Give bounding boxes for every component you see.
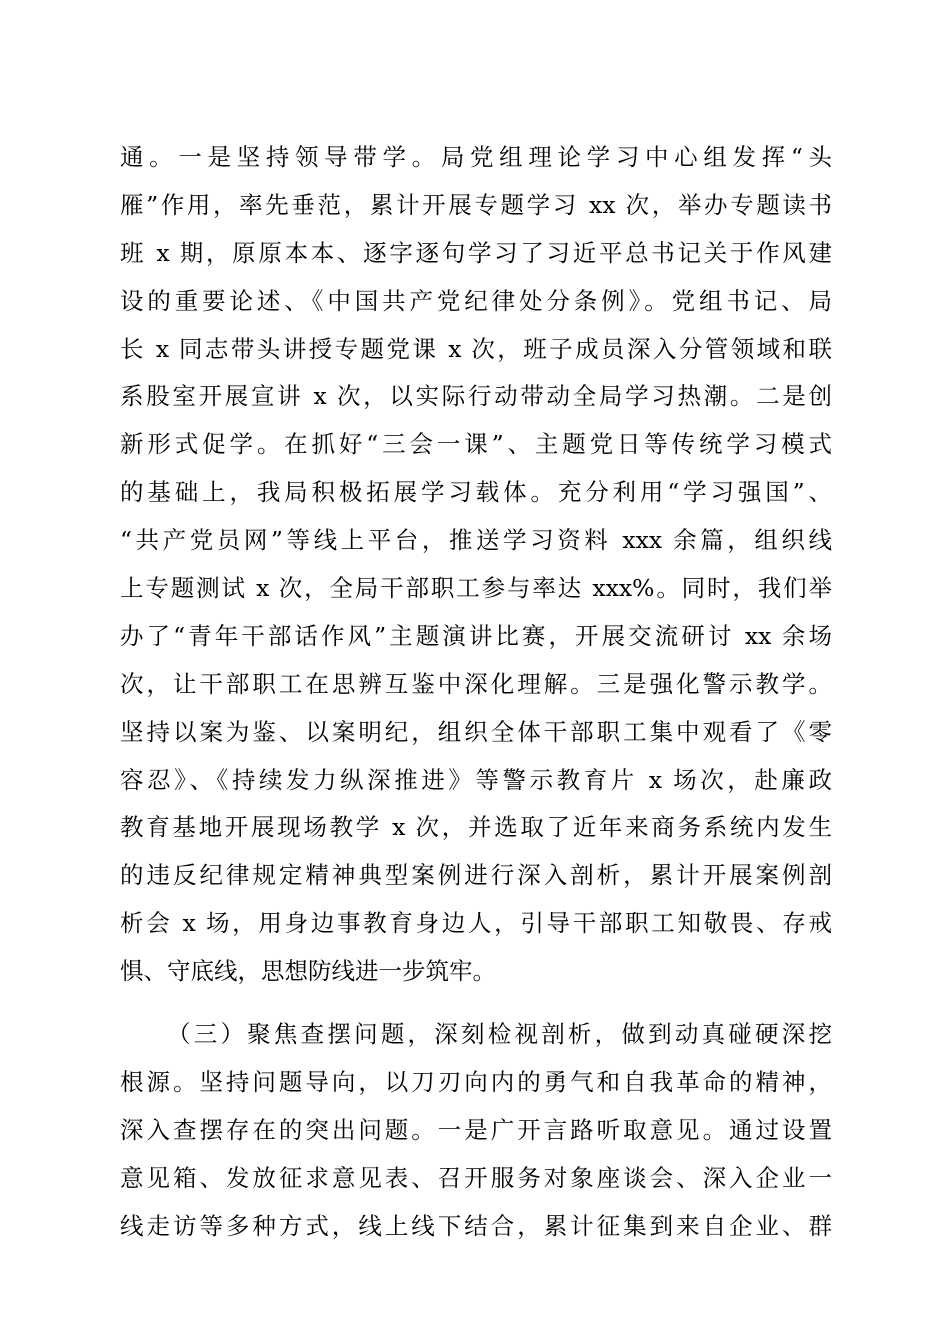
body-text [120,134,832,1250]
text-line: “共产党员网”等线上平台，推送学习资料 xxx 余篇，组织线 [120,526,832,555]
text-line: 容忍》、《持续发力纵深推进》等警示教育片 x 场次，赴廉政 [120,765,832,794]
text-line: 次，让干部职工在思辨互鉴中深化理解。三是强化警示教学。 [120,669,832,698]
text-line: 教育基地开展现场教学 x 次，并选取了近年来商务系统内发生 [120,813,832,842]
text-line: 的基础上，我局积极拓展学习载体。充分利用“学习强国”、 [120,478,832,507]
text-line: 雁”作用，率先垂范，累计开展专题学习 xx 次，举办专题读书 [120,190,832,219]
text-line: 通。一是坚持领导带学。局党组理论学习中心组发挥“头 [120,143,832,171]
text-line: 深入查摆存在的突出问题。一是广开言路听取意见。通过设置 [120,1115,832,1144]
text-line: 坚持以案为鉴、以案明纪，组织全体干部职工集中观看了《零 [120,717,832,746]
text-line: 办了“青年干部话作风”主题演讲比赛，开展交流研讨 xx 余场 [120,621,832,650]
text-line: 班 x 期，原原本本、逐字逐句学习了习近平总书记关于作风建 [120,238,832,267]
text-line: 意见箱、发放征求意见表、召开服务对象座谈会、深入企业一 [120,1163,832,1192]
paragraph-spacer [120,996,832,1011]
section-heading-line: （三）聚焦查摆问题，深刻检视剖析，做到动真碰硬深挖 [167,1020,832,1049]
text-line: 系股室开展宣讲 x 次，以实际行动带动全局学习热潮。二是创 [120,382,832,411]
text-line: 线走访等多种方式，线上线下结合，累计征集到来自企业、群 [120,1211,832,1240]
paragraph-1 [120,134,832,996]
text-line: 上专题测试 x 次，全局干部职工参与率达 xxx%。同时，我们举 [120,574,832,603]
text-line: 析会 x 场，用身边事教育身边人，引导干部职工知敬畏、存戒 [120,909,832,938]
text-line: 的违反纪律规定精神典型案例进行深入剖析，累计开展案例剖 [120,861,832,890]
text-line: 长 x 同志带头讲授专题党课 x 次，班子成员深入分管领域和联 [120,334,832,363]
paragraph-2 [120,1011,832,1250]
text-line: 惧、守底线，思想防线进一步筑牢。 [120,957,496,986]
text-line: 新形式促学。在抓好“三会一课”、主题党日等传统学习模式 [120,430,832,459]
text-line: 根源。坚持问题导向，以刀刃向内的勇气和自我革命的精神， [120,1067,832,1096]
text-line: 设的重要论述、《中国共产党纪律处分条例》。党组书记、局 [120,286,832,315]
